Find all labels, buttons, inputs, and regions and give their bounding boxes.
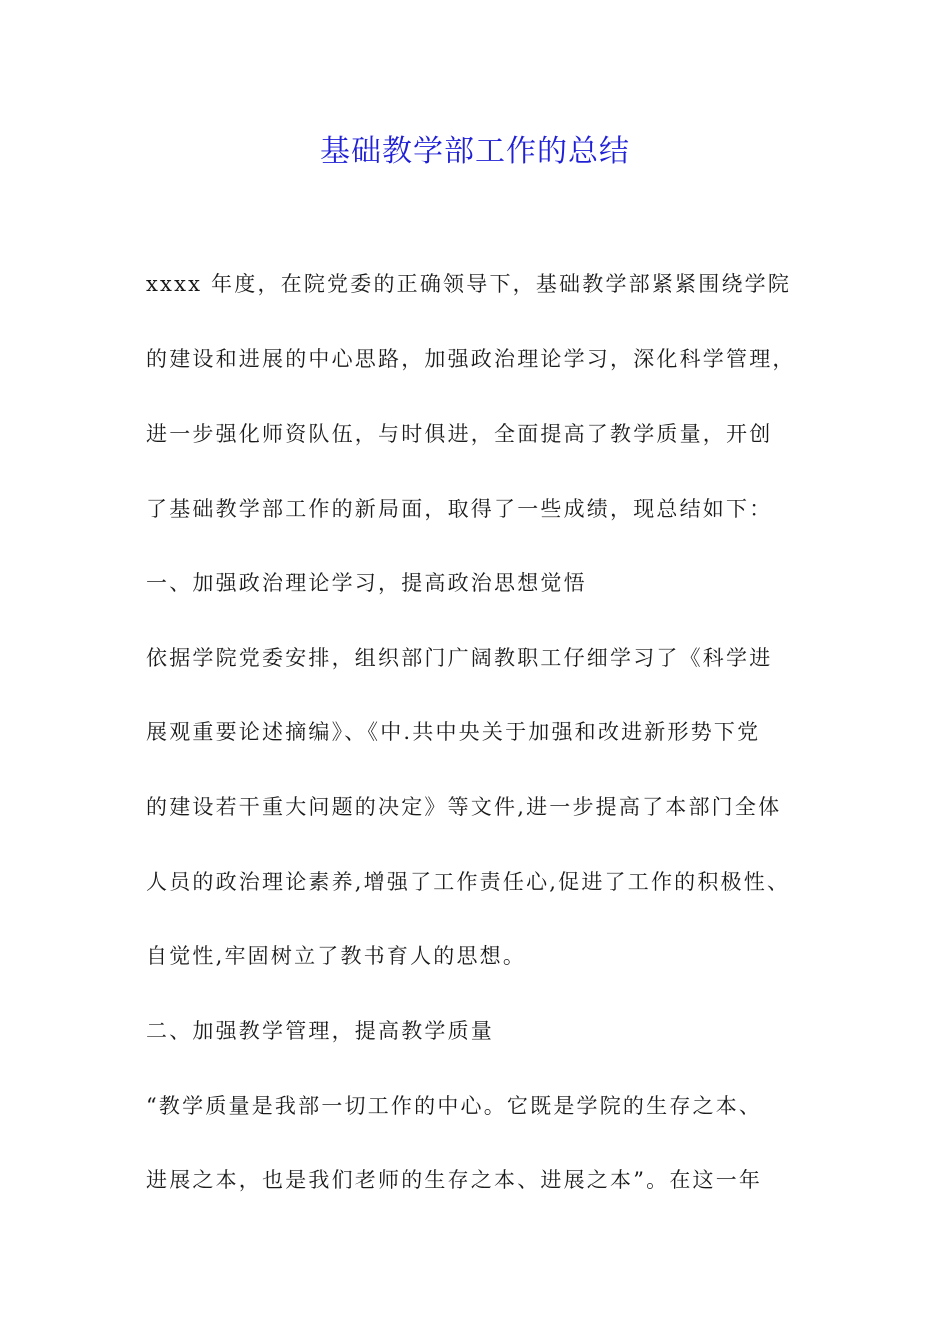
body-line: 进一步强化师资队伍，与时俱进，全面提高了教学质量，开创	[146, 422, 773, 446]
body-line: 的建设和进展的中心思路，加强政治理论学习，深化科学管理，	[146, 347, 796, 371]
body-line: 进展之本，也是我们老师的生存之本、进展之本”。在这一年	[146, 1168, 763, 1192]
body-line: 了基础教学部工作的新局面，取得了一些成绩，现总结如下：	[146, 497, 773, 521]
body-line: 人员的政治理论素养,增强了工作责任心,促进了工作的积极性、	[146, 870, 791, 894]
body-line: xxxx 年度，在院党委的正确领导下，基础教学部紧紧围绕学院	[146, 272, 792, 296]
section-heading-2: 二、加强教学管理，提高教学质量	[146, 1019, 494, 1043]
body-line: “教学质量是我部一切工作的中心。它既是学院的生存之本、	[146, 1094, 763, 1118]
body-line: 自觉性,牢固树立了教书育人的思想。	[146, 944, 527, 968]
document-title: 基础教学部工作的总结	[320, 134, 630, 169]
body-line: 展观重要论述摘编》、《中.共中央关于加强和改进新形势下党	[146, 720, 761, 744]
section-heading-1: 一、加强政治理论学习，提高政治思想觉悟	[146, 571, 587, 595]
body-line: 依据学院党委安排，组织部门广阔教职工仔细学习了《科学进	[146, 646, 773, 670]
body-line: 的建设若干重大问题的决定》等文件,进一步提高了本部门全体	[146, 795, 782, 819]
